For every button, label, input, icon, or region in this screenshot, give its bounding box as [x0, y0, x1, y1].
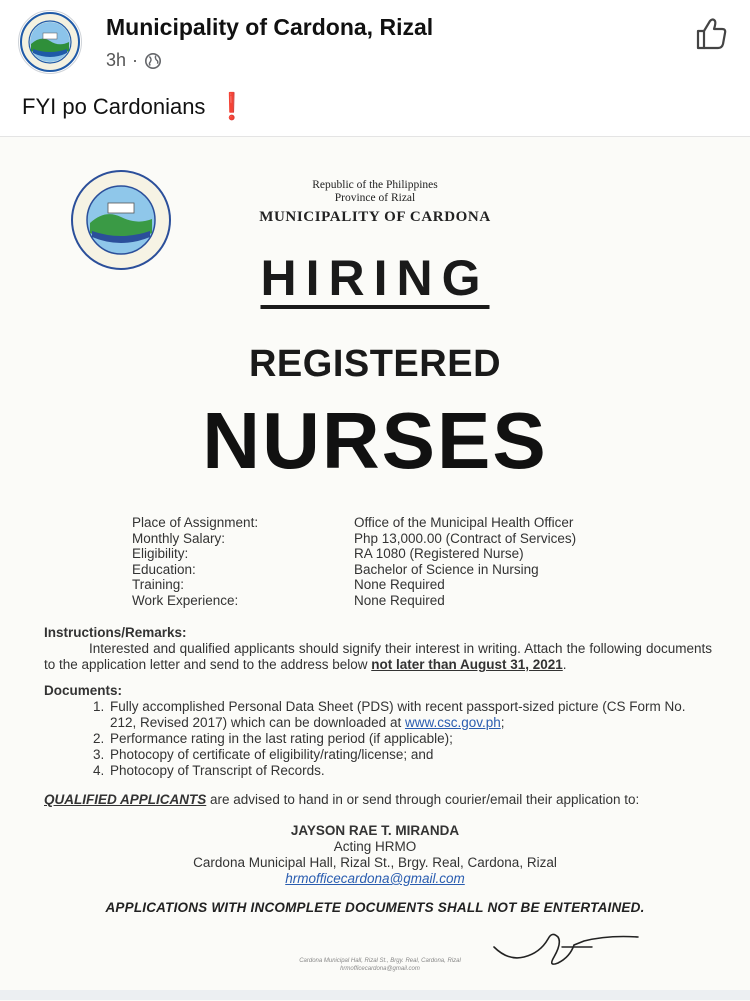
hiring-heading — [0, 249, 750, 307]
registered-heading: REGISTERED — [248, 343, 502, 385]
footer-address-line2: hrmofficecardona@gmail.com — [340, 966, 420, 972]
post-header — [0, 0, 750, 80]
qualified-lead: QUALIFIED APPLICANTS — [44, 792, 207, 807]
qualified-rest: are advised to hand in or send through courier/email their application to: — [210, 792, 640, 807]
instructions-text: Interested and qualified applicants should signify their interest in writing. Attach the following documents to the application letter and send to the address below — [44, 641, 712, 672]
instructions-body: Interested and qualified applicants should signify their interest in writing. Attach the following documents to the application letter and send to the address below not later than August 31, 2021. — [44, 641, 712, 672]
document-text: Fully accomplished Personal Data Sheet (PDS) with recent passport-sized picture (CS Form No. 212, Revised 2017) which can be downloaded at — [110, 699, 686, 730]
municipal-seal-icon — [19, 11, 81, 73]
detail-value: RA 1080 (Registered Nurse) — [354, 546, 524, 561]
document-suffix: ; — [500, 715, 505, 730]
job-details — [132, 515, 684, 608]
detail-row — [132, 515, 684, 531]
detail-label: Monthly Salary: — [132, 530, 226, 546]
instructions-title: Instructions/Remarks: — [44, 625, 187, 640]
documents-title: Documents: — [44, 683, 123, 698]
deadline-text: not later than August 31, 2021 — [371, 657, 563, 672]
thumbs-up-icon[interactable] — [690, 14, 730, 54]
list-item — [108, 747, 712, 763]
post-caption — [22, 92, 248, 122]
caption-text: FYI po Cardonians — [22, 94, 206, 119]
document-text: Photocopy of Transcript of Records. — [110, 763, 325, 778]
letterhead-line2: Province of Rizal — [334, 192, 416, 204]
exclamation-emoji: ❗ — [215, 92, 248, 122]
list-item — [108, 763, 712, 779]
hiring-text: HIRING — [260, 250, 490, 306]
detail-label: Eligibility: — [132, 546, 189, 561]
document-text: Photocopy of certificate of eligibility/rating/license; and — [110, 747, 434, 762]
detail-value: None Required — [354, 577, 445, 592]
instructions — [44, 625, 712, 673]
letterhead-line1: Republic of the Philippines — [312, 179, 438, 191]
detail-row — [132, 593, 684, 609]
contact-block — [0, 823, 750, 887]
detail-row — [132, 577, 684, 593]
qualified-applicants-note — [44, 792, 712, 807]
signature-image — [488, 917, 648, 977]
detail-value: Php 13,000.00 (Contract of Services) — [354, 530, 577, 546]
nurses-heading: NURSES — [202, 396, 548, 485]
detail-label: Training: — [132, 577, 185, 592]
notice-image[interactable] — [0, 136, 750, 1001]
page-avatar[interactable] — [18, 10, 82, 74]
contact-email[interactable]: hrmofficecardona@gmail.com — [285, 871, 465, 886]
footer-address-line1: Cardona Municipal Hall, Rizal St., Brgy. Real, Cardona, Rizal — [299, 958, 461, 964]
list-item — [108, 699, 712, 731]
letterhead-line3: MUNICIPALITY OF CARDONA — [259, 209, 491, 225]
detail-value: Office of the Municipal Health Officer — [354, 515, 574, 530]
contact-address: Cardona Municipal Hall, Rizal St., Brgy. Real, Cardona, Rizal — [193, 855, 557, 870]
documents-list — [44, 699, 712, 779]
detail-value: Bachelor of Science in Nursing — [354, 561, 539, 577]
detail-value: None Required — [354, 592, 445, 608]
detail-label: Work Experience: — [132, 592, 239, 608]
contact-name: JAYSON RAE T. MIRANDA — [290, 823, 460, 838]
page-name[interactable]: Municipality of Cardona, Rizal — [106, 14, 434, 40]
detail-row — [132, 562, 684, 578]
detail-row — [132, 546, 684, 562]
csc-link[interactable]: www.csc.gov.ph — [404, 715, 501, 730]
detail-row — [132, 531, 684, 547]
contact-title: Acting HRMO — [333, 839, 417, 854]
post-divider — [0, 990, 750, 1000]
meta-separator: · — [132, 50, 139, 70]
post-time[interactable]: 3h — [106, 50, 127, 70]
footer-address — [270, 957, 490, 973]
document-text: Performance rating in the last rating period (if applicable); — [110, 731, 453, 746]
globe-icon[interactable] — [144, 52, 162, 70]
detail-label: Place of Assignment: — [132, 515, 259, 530]
documents-section — [44, 683, 712, 779]
post-meta — [106, 50, 162, 71]
detail-label: Education: — [132, 561, 196, 577]
incomplete-warning: APPLICATIONS WITH INCOMPLETE DOCUMENTS SHALL NOT BE ENTERTAINED. — [105, 900, 645, 915]
list-item — [108, 731, 712, 747]
letterhead — [230, 179, 520, 226]
